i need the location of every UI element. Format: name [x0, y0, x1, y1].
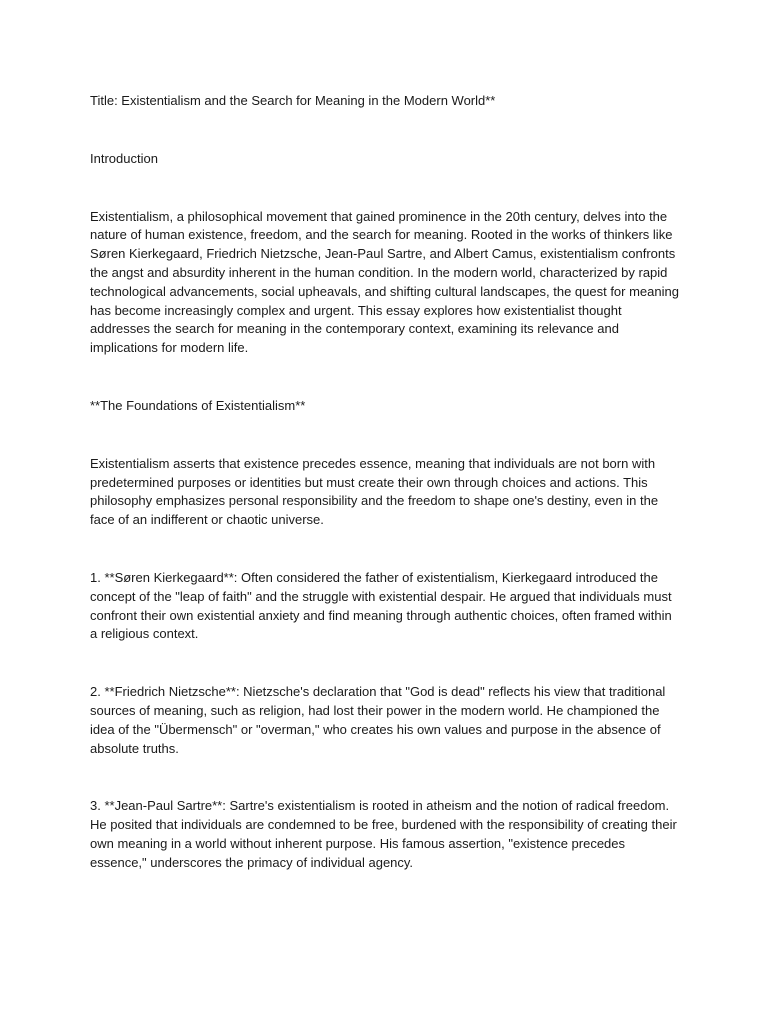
foundations-heading: **The Foundations of Existentialism**	[90, 397, 306, 413]
spacer	[90, 758, 682, 797]
foundations-paragraph: Existentialism asserts that existence precedes essence, meaning that individuals are not born with predetermined purposes or identities but must create their own through choices and actions. This philosophy emphasizes personal responsibility and the freedom to shape one's destiny, even in the face of an indifferent or chaotic universe.	[90, 455, 659, 528]
document-body	[90, 92, 682, 873]
spacer	[90, 111, 682, 150]
spacer	[90, 416, 682, 455]
introduction-heading: Introduction	[90, 150, 158, 166]
spacer	[90, 358, 682, 397]
spacer	[90, 169, 682, 208]
list-item-kierkegaard: 1. **Søren Kierkegaard**: Often considered the father of existentialism, Kierkegaard introduced the concept of the "leap of faith" and the struggle with existential despair. He argued that individuals must confront their own existential anxiety and find meaning through authentic choices, often framed within a religious context.	[90, 569, 672, 642]
spacer	[90, 530, 682, 569]
spacer	[90, 644, 682, 683]
list-item-sartre: 3. **Jean-Paul Sartre**: Sartre's existentialism is rooted in atheism and the notion of radical freedom. He posited that individuals are condemned to be free, burdened with the responsibility of creating their own meaning in a world without inherent purpose. His famous assertion, "existence precedes essence," underscores the primacy of individual agency.	[90, 798, 677, 870]
introduction-paragraph: Existentialism, a philosophical movement that gained prominence in the 20th century, delves into the nature of human existence, freedom, and the search for meaning. Rooted in the works of thinkers like Søren Kierkegaard, Friedrich Nietzsche, Jean-Paul Sartre, and Albert Camus, existentialism confronts the angst and absurdity inherent in the human condition. In the modern world, characterized by rapid technological advancements, social upheavals, and shifting cultural landscapes, the quest for meaning has become increasingly complex and urgent. This essay explores how existentialist thought addresses the search for meaning in the contemporary context, examining its relevance and implications for modern life.	[90, 208, 679, 356]
document-title: Title: Existentialism and the Search for Meaning in the Modern World**	[90, 93, 496, 108]
list-item-nietzsche: 2. **Friedrich Nietzsche**: Nietzsche's declaration that "God is dead" reflects his view that traditional sources of meaning, such as religion, had lost their power in the modern world. He championed the idea of the "Übermensch" or "overman," who creates his own values and purpose in the absence of absolute truths.	[90, 684, 666, 756]
